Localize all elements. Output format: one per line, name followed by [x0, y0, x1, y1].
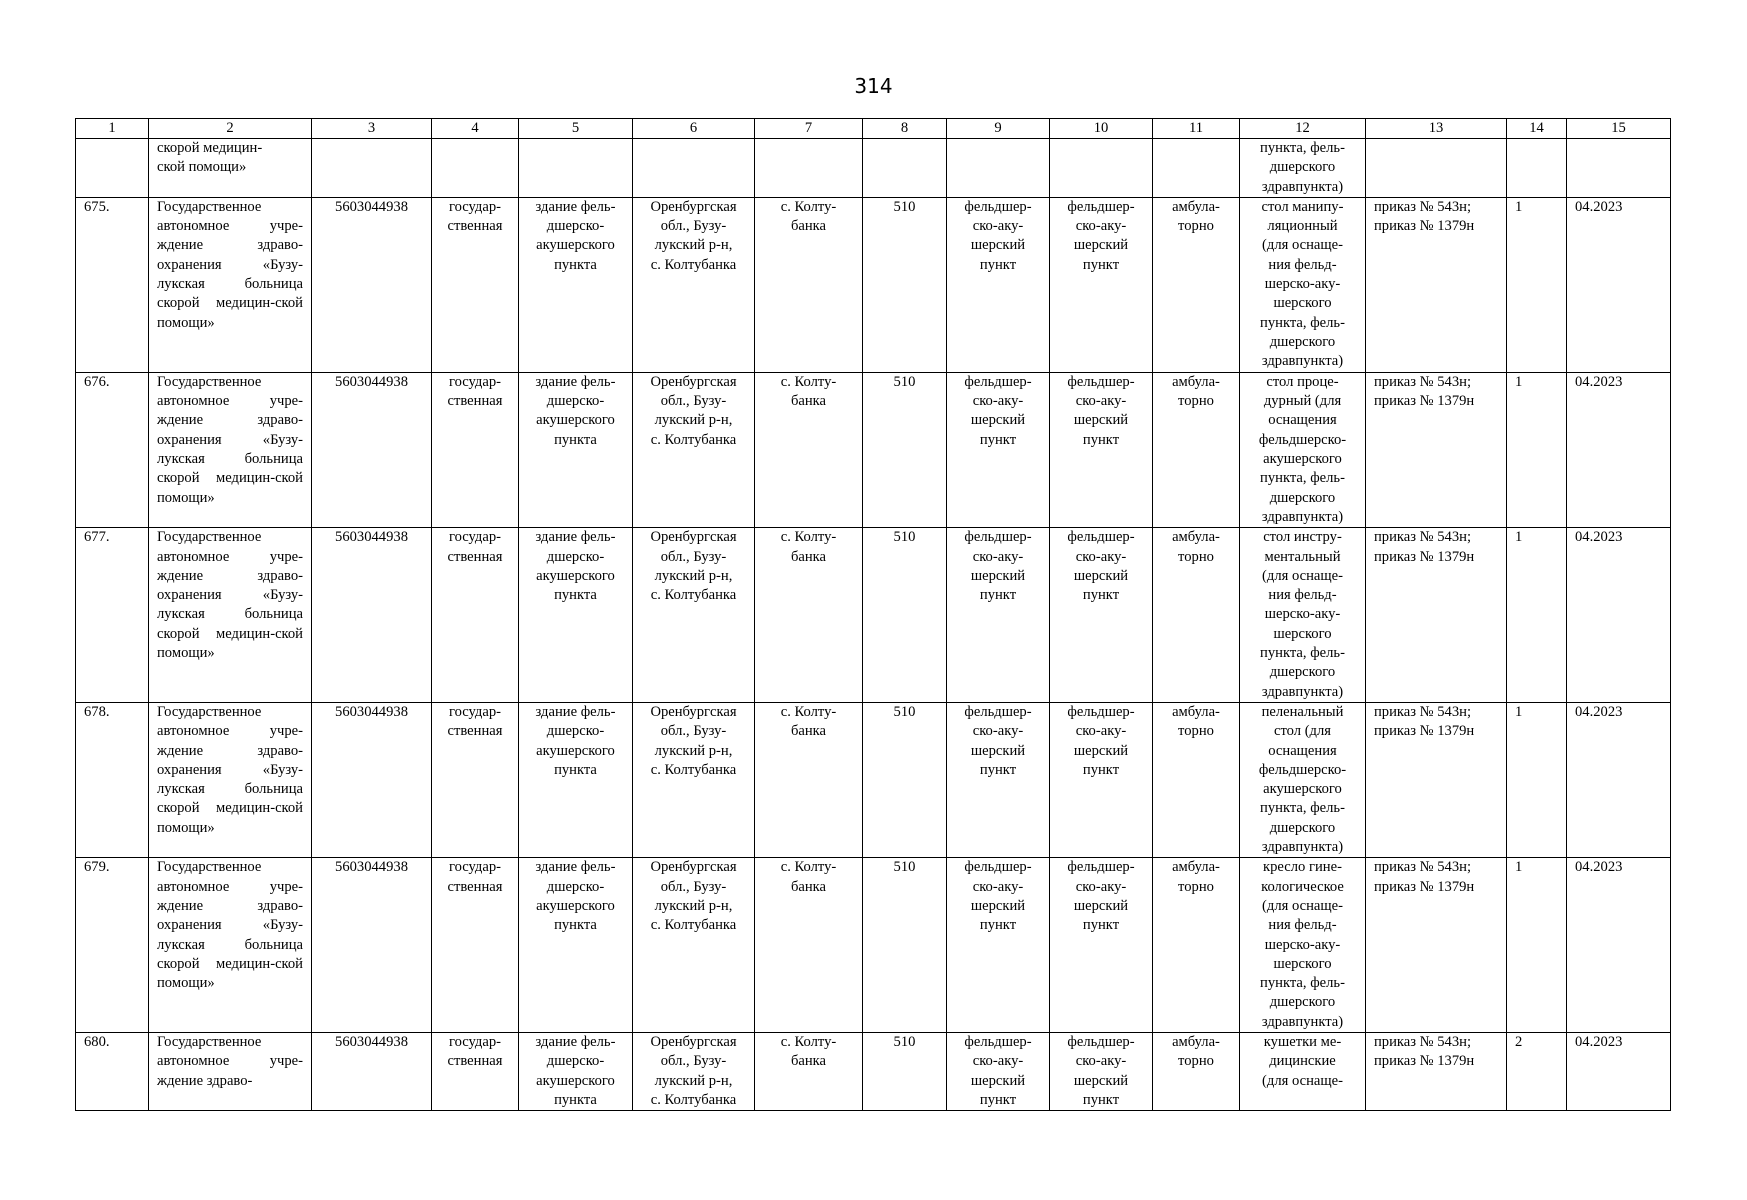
building-cell: здание фель- дшерско- акушерского пункта	[519, 1032, 633, 1110]
continuation-row	[76, 139, 1671, 198]
unit2-cell: фельдшер- ско-аку- шерский пункт	[1050, 372, 1153, 527]
address-cell: Оренбургская обл., Бузу- лукский р-н, с. Колтубанка	[633, 528, 755, 703]
column-header: 6	[633, 119, 755, 139]
inn-cell: 5603044938	[312, 197, 432, 372]
qty-cell: 1	[1507, 528, 1567, 703]
date-cell: 04.2023	[1567, 528, 1671, 703]
column-header: 10	[1050, 119, 1153, 139]
row-number: 679.	[76, 858, 149, 1033]
unit-cell: фельдшер- ско-аку- шерский пункт	[947, 1032, 1050, 1110]
order-cell: приказ № 543н; приказ № 1379н	[1366, 528, 1507, 703]
order-cell: приказ № 543н; приказ № 1379н	[1366, 702, 1507, 857]
care-cell: амбула- торно	[1153, 1032, 1240, 1110]
address-cell: Оренбургская обл., Бузу- лукский р-н, с. Колтубанка	[633, 858, 755, 1033]
order-cell: приказ № 543н; приказ № 1379н	[1366, 1032, 1507, 1110]
building-cell: здание фель- дшерско- акушерского пункта	[519, 858, 633, 1033]
locality-cell: с. Колту- банка	[755, 1032, 863, 1110]
unit-cell: фельдшер- ско-аку- шерский пункт	[947, 372, 1050, 527]
page-number: 314	[854, 74, 893, 98]
locality-cell: с. Колту- банка	[755, 858, 863, 1033]
ownership-cell: государ- ственная	[432, 372, 519, 527]
unit-cell: фельдшер- ско-аку- шерский пункт	[947, 858, 1050, 1033]
address-cell: Оренбургская обл., Бузу- лукский р-н, с. Колтубанка	[633, 197, 755, 372]
unit2-cell: фельдшер- ско-аку- шерский пункт	[1050, 858, 1153, 1033]
item-cell: кушетки ме- дицинские (для оснаще-	[1240, 1032, 1366, 1110]
address-cell: Оренбургская обл., Бузу- лукский р-н, с. Колтубанка	[633, 702, 755, 857]
unit2-cell: фельдшер- ско-аку- шерский пункт	[1050, 1032, 1153, 1110]
qty-cell: 1	[1507, 197, 1567, 372]
row-number: 676.	[76, 372, 149, 527]
building-cell: здание фель- дшерско- акушерского пункта	[519, 372, 633, 527]
item-cell: пункта, фель- дшерского здравпункта)	[1240, 139, 1366, 198]
unit2-cell: фельдшер- ско-аку- шерский пункт	[1050, 197, 1153, 372]
unit-cell: фельдшер- ско-аку- шерский пункт	[947, 528, 1050, 703]
column-header: 5	[519, 119, 633, 139]
table-row	[76, 1032, 1671, 1110]
building-cell: здание фель- дшерско- акушерского пункта	[519, 702, 633, 857]
registry-table	[75, 118, 1671, 1111]
column-header: 1	[76, 119, 149, 139]
table-row	[76, 197, 1671, 372]
item-cell: пеленальный стол (для оснащения фельдшерско- акушерского пункта, фель- дшерского здравпункта)	[1240, 702, 1366, 857]
item-cell: стол инстру- ментальный (для оснаще- ния фельд- шерско-аку- шерского пункта, фель- дшерского здравпункта)	[1240, 528, 1366, 703]
column-header: 7	[755, 119, 863, 139]
unit2-cell: фельдшер- ско-аку- шерский пункт	[1050, 702, 1153, 857]
org-cell: Государственное автономное учре-ждение здраво-	[149, 1032, 312, 1110]
code-cell: 510	[863, 197, 947, 372]
address-cell: Оренбургская обл., Бузу- лукский р-н, с. Колтубанка	[633, 1032, 755, 1110]
org-cell: Государственное автономное учре-ждение здраво-охранения «Бузу-лукская больница скорой медицин-ской помощи»	[149, 197, 312, 372]
org-cell: Государственное автономное учре-ждение здраво-охранения «Бузу-лукская больница скорой медицин-ской помощи»	[149, 528, 312, 703]
building-cell: здание фель- дшерско- акушерского пункта	[519, 528, 633, 703]
care-cell: амбула- торно	[1153, 528, 1240, 703]
table-row	[76, 372, 1671, 527]
column-header: 9	[947, 119, 1050, 139]
code-cell: 510	[863, 858, 947, 1033]
table-row	[76, 858, 1671, 1033]
column-header: 11	[1153, 119, 1240, 139]
code-cell: 510	[863, 1032, 947, 1110]
ownership-cell: государ- ственная	[432, 197, 519, 372]
locality-cell: с. Колту- банка	[755, 528, 863, 703]
code-cell: 510	[863, 528, 947, 703]
row-number: 677.	[76, 528, 149, 703]
inn-cell: 5603044938	[312, 528, 432, 703]
care-cell: амбула- торно	[1153, 372, 1240, 527]
qty-cell: 1	[1507, 702, 1567, 857]
care-cell: амбула- торно	[1153, 197, 1240, 372]
qty-cell: 2	[1507, 1032, 1567, 1110]
org-cell: скорой медицин- ской помощи»	[149, 139, 312, 198]
row-number: 675.	[76, 197, 149, 372]
code-cell: 510	[863, 702, 947, 857]
unit-cell: фельдшер- ско-аку- шерский пункт	[947, 702, 1050, 857]
address-cell: Оренбургская обл., Бузу- лукский р-н, с. Колтубанка	[633, 372, 755, 527]
care-cell: амбула- торно	[1153, 702, 1240, 857]
inn-cell: 5603044938	[312, 1032, 432, 1110]
locality-cell: с. Колту- банка	[755, 197, 863, 372]
inn-cell: 5603044938	[312, 858, 432, 1033]
ownership-cell: государ- ственная	[432, 528, 519, 703]
column-header: 12	[1240, 119, 1366, 139]
column-header: 14	[1507, 119, 1567, 139]
org-cell: Государственное автономное учре-ждение здраво-охранения «Бузу-лукская больница скорой медицин-ской помощи»	[149, 372, 312, 527]
date-cell: 04.2023	[1567, 858, 1671, 1033]
item-cell: стол манипу- ляционный (для оснаще- ния фельд- шерско-аку- шерского пункта, фель- дшерского здравпункта)	[1240, 197, 1366, 372]
ownership-cell: государ- ственная	[432, 1032, 519, 1110]
org-cell: Государственное автономное учре-ждение здраво-охранения «Бузу-лукская больница скорой медицин-ской помощи»	[149, 858, 312, 1033]
row-number: 680.	[76, 1032, 149, 1110]
date-cell: 04.2023	[1567, 702, 1671, 857]
qty-cell: 1	[1507, 372, 1567, 527]
ownership-cell: государ- ственная	[432, 858, 519, 1033]
item-cell: стол проце- дурный (для оснащения фельдшерско- акушерского пункта, фель- дшерского здравпункта)	[1240, 372, 1366, 527]
qty-cell: 1	[1507, 858, 1567, 1033]
order-cell: приказ № 543н; приказ № 1379н	[1366, 197, 1507, 372]
locality-cell: с. Колту- банка	[755, 702, 863, 857]
date-cell: 04.2023	[1567, 372, 1671, 527]
inn-cell: 5603044938	[312, 702, 432, 857]
row-number: 678.	[76, 702, 149, 857]
date-cell: 04.2023	[1567, 1032, 1671, 1110]
column-header: 3	[312, 119, 432, 139]
column-header: 15	[1567, 119, 1671, 139]
unit-cell: фельдшер- ско-аку- шерский пункт	[947, 197, 1050, 372]
ownership-cell: государ- ственная	[432, 702, 519, 857]
order-cell: приказ № 543н; приказ № 1379н	[1366, 372, 1507, 527]
date-cell: 04.2023	[1567, 197, 1671, 372]
column-header: 2	[149, 119, 312, 139]
locality-cell: с. Колту- банка	[755, 372, 863, 527]
item-cell: кресло гине- кологическое (для оснаще- ния фельд- шерско-аку- шерского пункта, фель- дшерского здравпункта)	[1240, 858, 1366, 1033]
building-cell: здание фель- дшерско- акушерского пункта	[519, 197, 633, 372]
column-header: 8	[863, 119, 947, 139]
care-cell: амбула- торно	[1153, 858, 1240, 1033]
column-header: 13	[1366, 119, 1507, 139]
unit2-cell: фельдшер- ско-аку- шерский пункт	[1050, 528, 1153, 703]
code-cell: 510	[863, 372, 947, 527]
column-number-header	[76, 119, 1671, 139]
inn-cell: 5603044938	[312, 372, 432, 527]
column-header: 4	[432, 119, 519, 139]
table-row	[76, 702, 1671, 857]
order-cell: приказ № 543н; приказ № 1379н	[1366, 858, 1507, 1033]
org-cell: Государственное автономное учре-ждение здраво-охранения «Бузу-лукская больница скорой медицин-ской помощи»	[149, 702, 312, 857]
table-row	[76, 528, 1671, 703]
